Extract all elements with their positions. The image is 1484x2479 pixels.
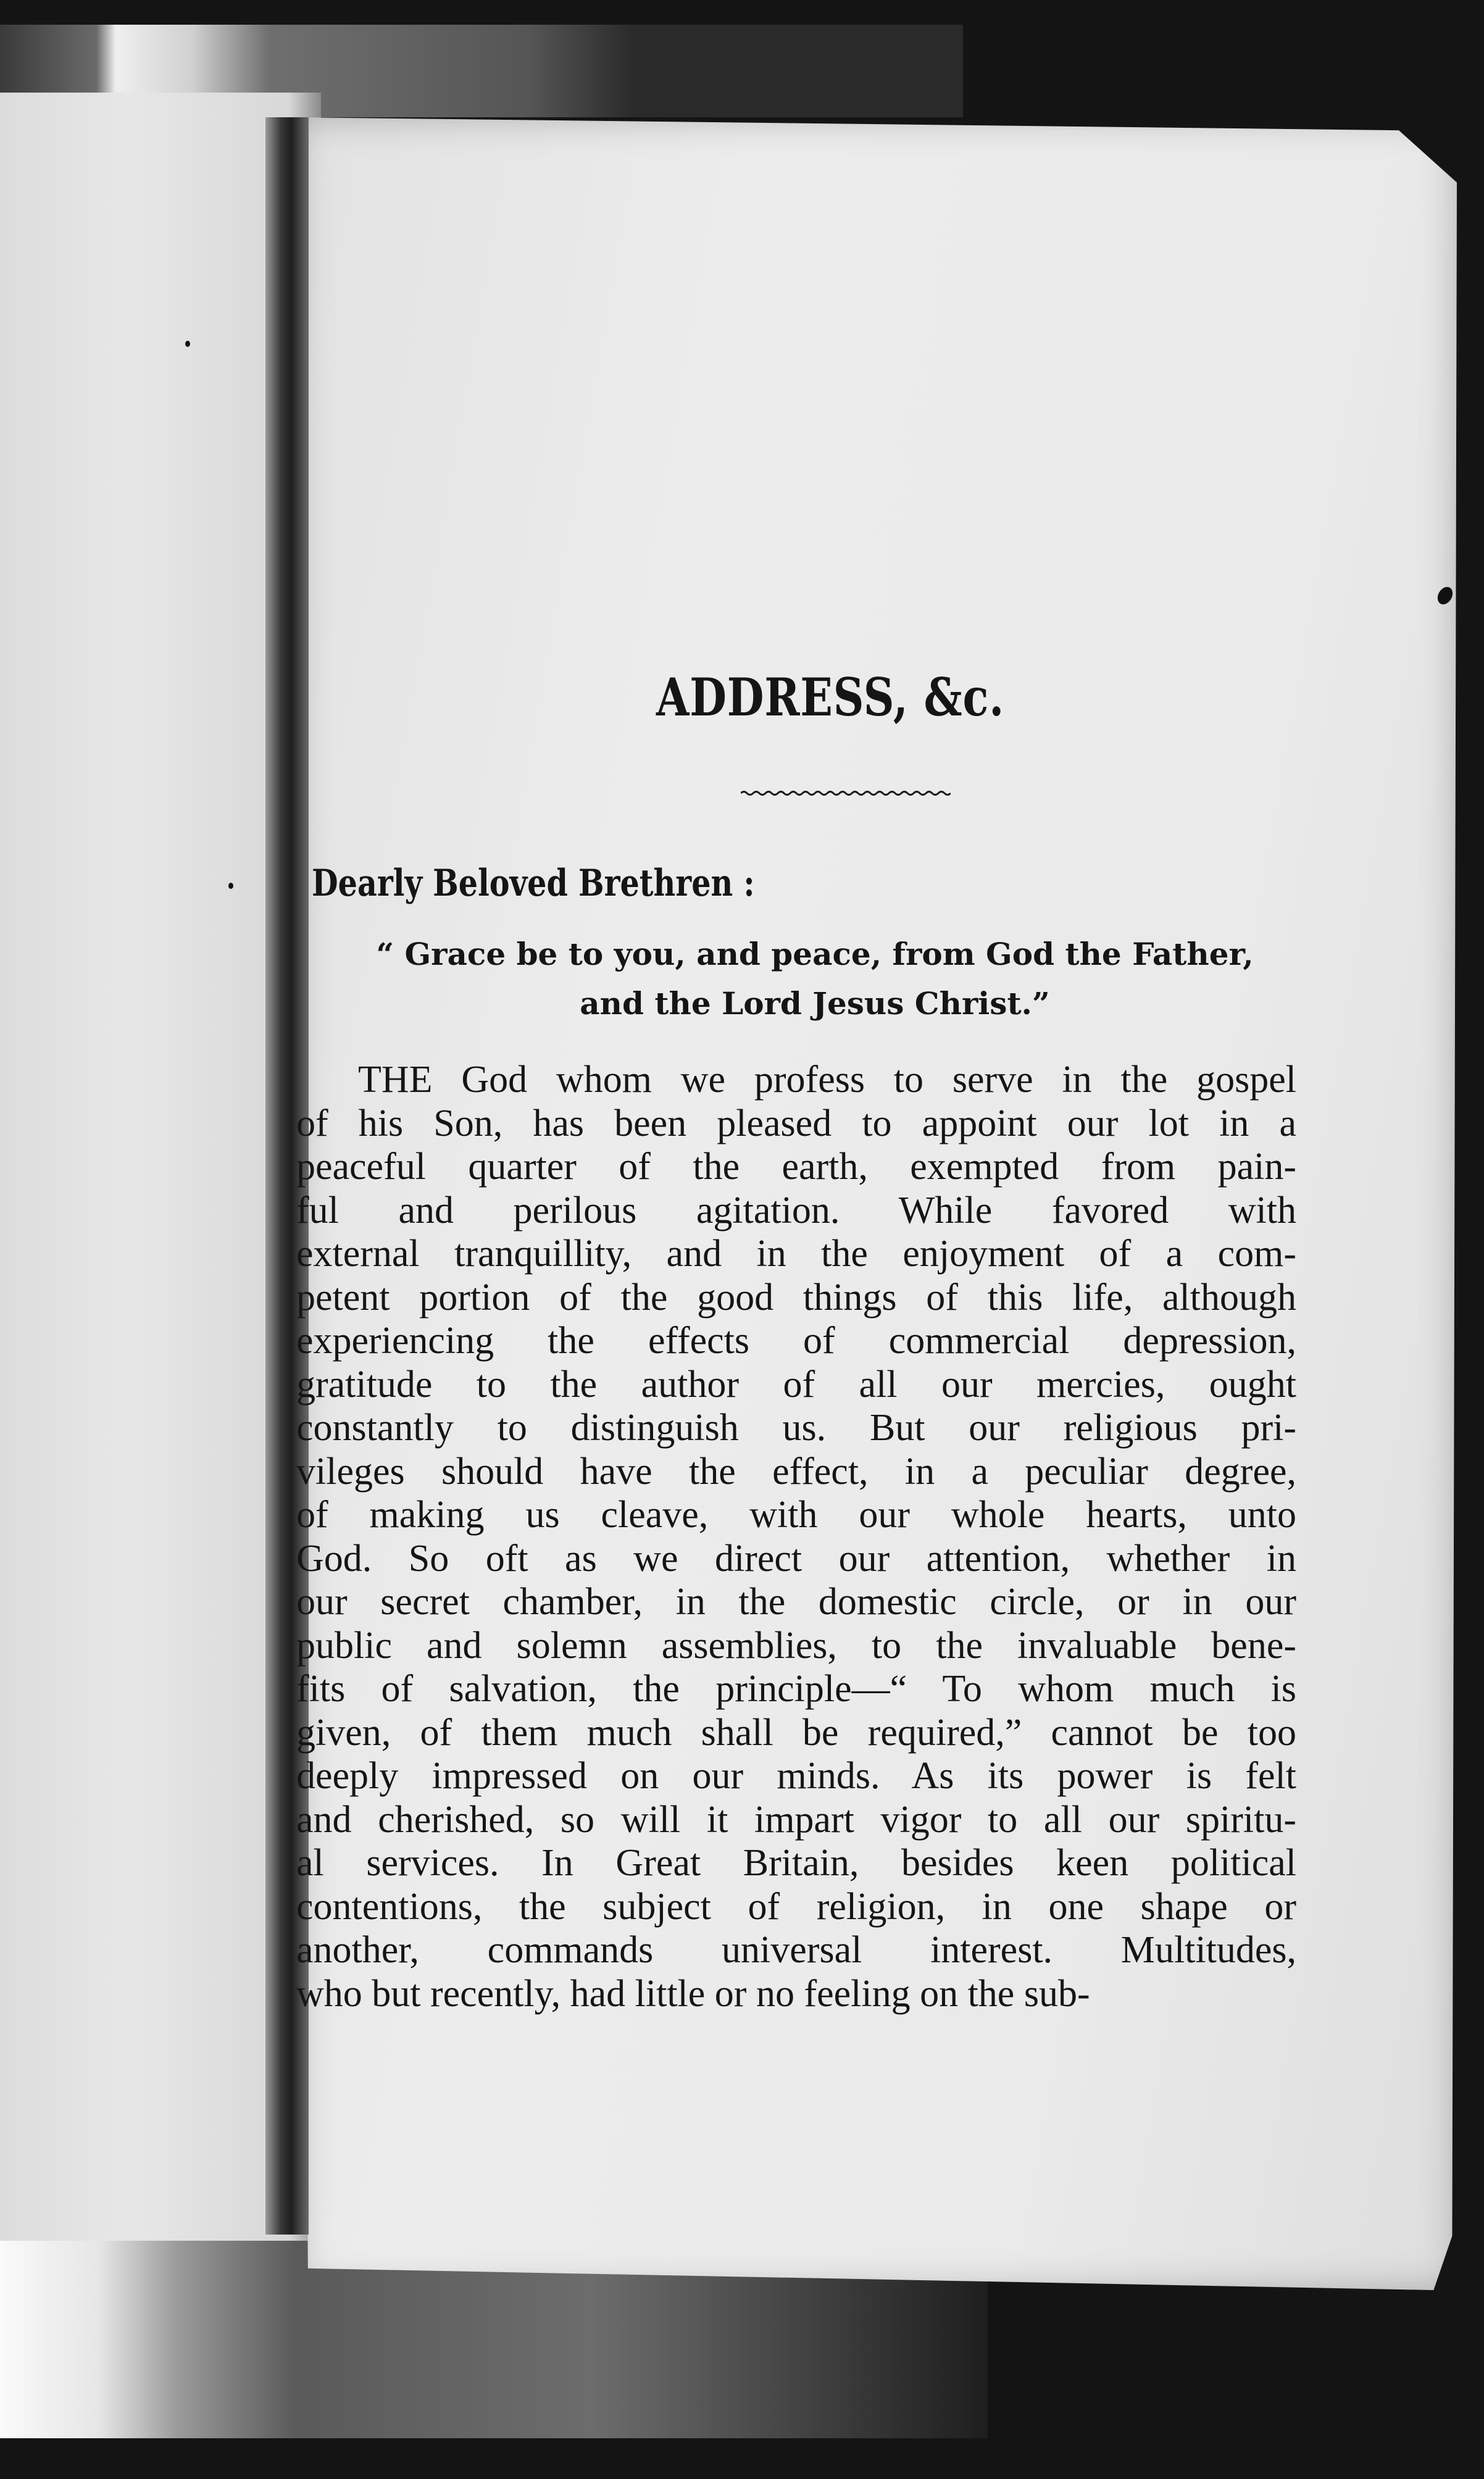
salutation: Dearly Beloved Brethren : (312, 862, 755, 905)
decorative-rule (741, 790, 951, 797)
ink-speck (185, 341, 190, 347)
body-line: vileges should have the effect, in a peculiar degree, (296, 1450, 1296, 1493)
page-title: ADDRESS, &c. (656, 667, 1005, 728)
ink-speck (228, 883, 233, 889)
body-line: who but recently, had little or no feeling on the sub- (296, 1972, 1090, 2015)
body-line: our secret chamber, in the domestic circle, or in our (296, 1581, 1296, 1623)
greeting-line: and the Lord Jesus Christ.” (580, 985, 1050, 1022)
body-paragraph (296, 1058, 1296, 2015)
body-line: of making us cleave, with our whole hearts, unto (296, 1494, 1296, 1536)
body-line: THE God whom we profess to serve in the gospel (358, 1059, 1296, 1101)
body-line: contentions, the subject of religion, in one shape or (296, 1885, 1296, 1928)
wavy-rule-icon (741, 790, 951, 797)
body-line: and cherished, so will it impart vigor to all our spiritu- (296, 1798, 1296, 1841)
body-line: public and solemn assemblies, to the invaluable bene- (296, 1624, 1296, 1667)
body-line: God. So oft as we direct our attention, whether in (296, 1537, 1296, 1580)
body-line: of his Son, has been pleased to appoint our lot in a (296, 1102, 1296, 1144)
body-line: another, commands universal interest. Multitudes, (296, 1929, 1296, 1971)
body-line: peaceful quarter of the earth, exempted from pain- (296, 1146, 1296, 1188)
body-line: deeply impressed on our minds. As its power is felt (296, 1755, 1296, 1797)
body-line: external tranquillity, and in the enjoyment of a com- (296, 1233, 1296, 1275)
greeting-line: “ Grace be to you, and peace, from God the Father, (376, 936, 1254, 972)
body-line: fits of salvation, the principle—“ To whom much is (296, 1668, 1296, 1710)
body-line: gratitude to the author of all our mercies, ought (296, 1363, 1296, 1406)
body-line: petent portion of the good things of this life, although (296, 1276, 1296, 1319)
body-line: al services. In Great Britain, besides keen political (296, 1842, 1296, 1884)
body-line: ful and perilous agitation. While favored with (296, 1189, 1296, 1231)
document-text (290, 667, 1296, 2015)
greeting-quote (309, 930, 1321, 1028)
body-line: constantly to distinguish us. But our religious pri- (296, 1407, 1296, 1449)
body-line: experiencing the effects of commercial depression, (296, 1320, 1296, 1362)
body-line: given, of them much shall be required,” cannot be too (296, 1711, 1296, 1754)
